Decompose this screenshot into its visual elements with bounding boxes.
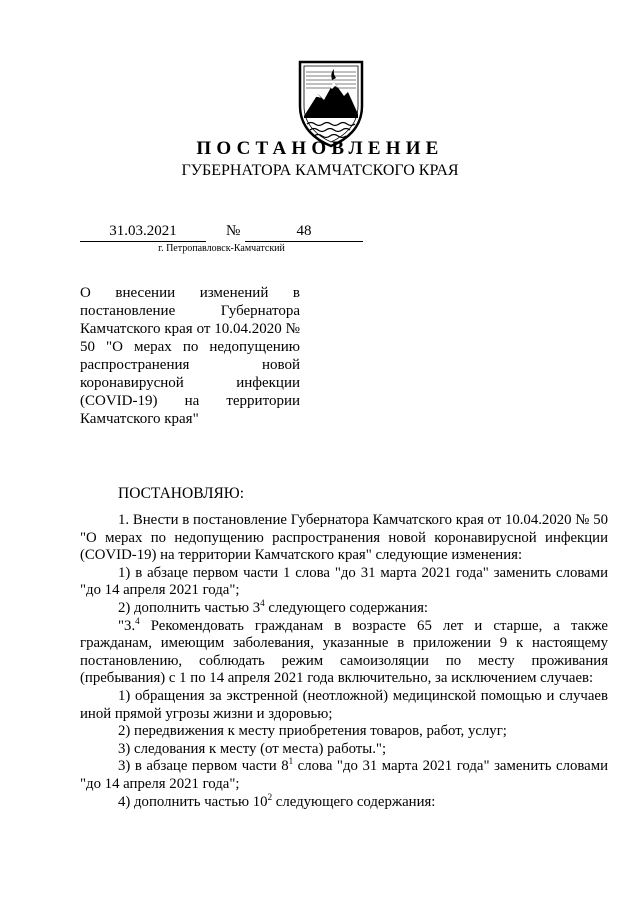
paragraph-9: [80, 791, 608, 812]
paragraph-3-text-end: следующего содержания:: [264, 599, 428, 616]
document-title: ПОСТАНОВЛЕНИЕ: [196, 138, 444, 159]
document-number: 48: [245, 223, 363, 242]
paragraph-9-text: 4) дополнить частью 10: [118, 793, 268, 810]
paragraph-4-superscript: 4: [135, 615, 140, 626]
paragraph-4-text: "3.: [118, 617, 136, 634]
paragraph-8: [80, 758, 608, 793]
paragraph-4-text-end: Рекомендовать гражданам в возрасте 65 лет и старше, а также гражданам, имеющим заболевания, указанные в приложении 9 к настоящему постановлению, соблюдать режим самоизоляции по месту проживания (пребывания) с 1 по 14 апреля 2021 года включительно, за исключением случаев:: [80, 617, 608, 687]
document-body: [80, 512, 608, 811]
paragraph-2: 1) в абзаце первом части 1 слова "до 31 марта 2021 года" заменить словами "до 14 апреля 2021 года";: [80, 564, 608, 599]
coat-of-arms-emblem: [296, 58, 366, 148]
number-sign: №: [226, 223, 241, 239]
document-date: 31.03.2021: [80, 223, 206, 242]
document-subject: [80, 284, 300, 428]
paragraph-8-superscript: 1: [288, 756, 294, 767]
paragraph-3-superscript: 4: [260, 598, 265, 609]
subject-text-end: Камчатского края": [80, 411, 199, 427]
paragraph-9-text-end: следующего содержания:: [272, 793, 436, 810]
paragraph-8-text: 3) в абзаце первом части 8: [118, 758, 289, 775]
paragraph-6: 2) передвижения к месту приобретения товаров, работ, услуг;: [118, 723, 507, 740]
paragraph-4: [80, 615, 608, 688]
paragraph-7: 3) следования к месту (от места) работы.";: [118, 740, 387, 757]
paragraph-3: [80, 600, 608, 618]
paragraph-5: 1) обращения за экстренной (неотложной) медицинской помощью и случаев иной прямой угрозы жизни и здоровью;: [80, 687, 608, 722]
document-subtitle: ГУБЕРНАТОРА КАМЧАТСКОГО КРАЯ: [181, 162, 459, 179]
place-of-issue: г. Петропавловск-Камчатский: [158, 243, 285, 254]
decree-heading: ПОСТАНОВЛЯЮ:: [118, 485, 245, 502]
paragraph-9-superscript: 2: [267, 791, 273, 802]
paragraph-3-text: 2) дополнить частью 3: [118, 599, 261, 616]
paragraph-1: 1. Внести в постановление Губернатора Камчатского края от 10.04.2020 № 50 "О мерах по недопущению распространения новой коронавирусной инфекции (COVID-19) на территории Камчатского края" следующие изменения:: [80, 512, 608, 564]
paragraph-8-text-end: слова "до 31 марта 2021 года" заменить словами "до 14 апреля 2021 года";: [80, 758, 608, 792]
subject-text: О внесении изменений в постановление Губернатора Камчатского края от 10.04.2020 № 50 "О мерах по недопущению распространения новой коронавирусной инфекции (COVID-19) на территории: [80, 285, 300, 409]
